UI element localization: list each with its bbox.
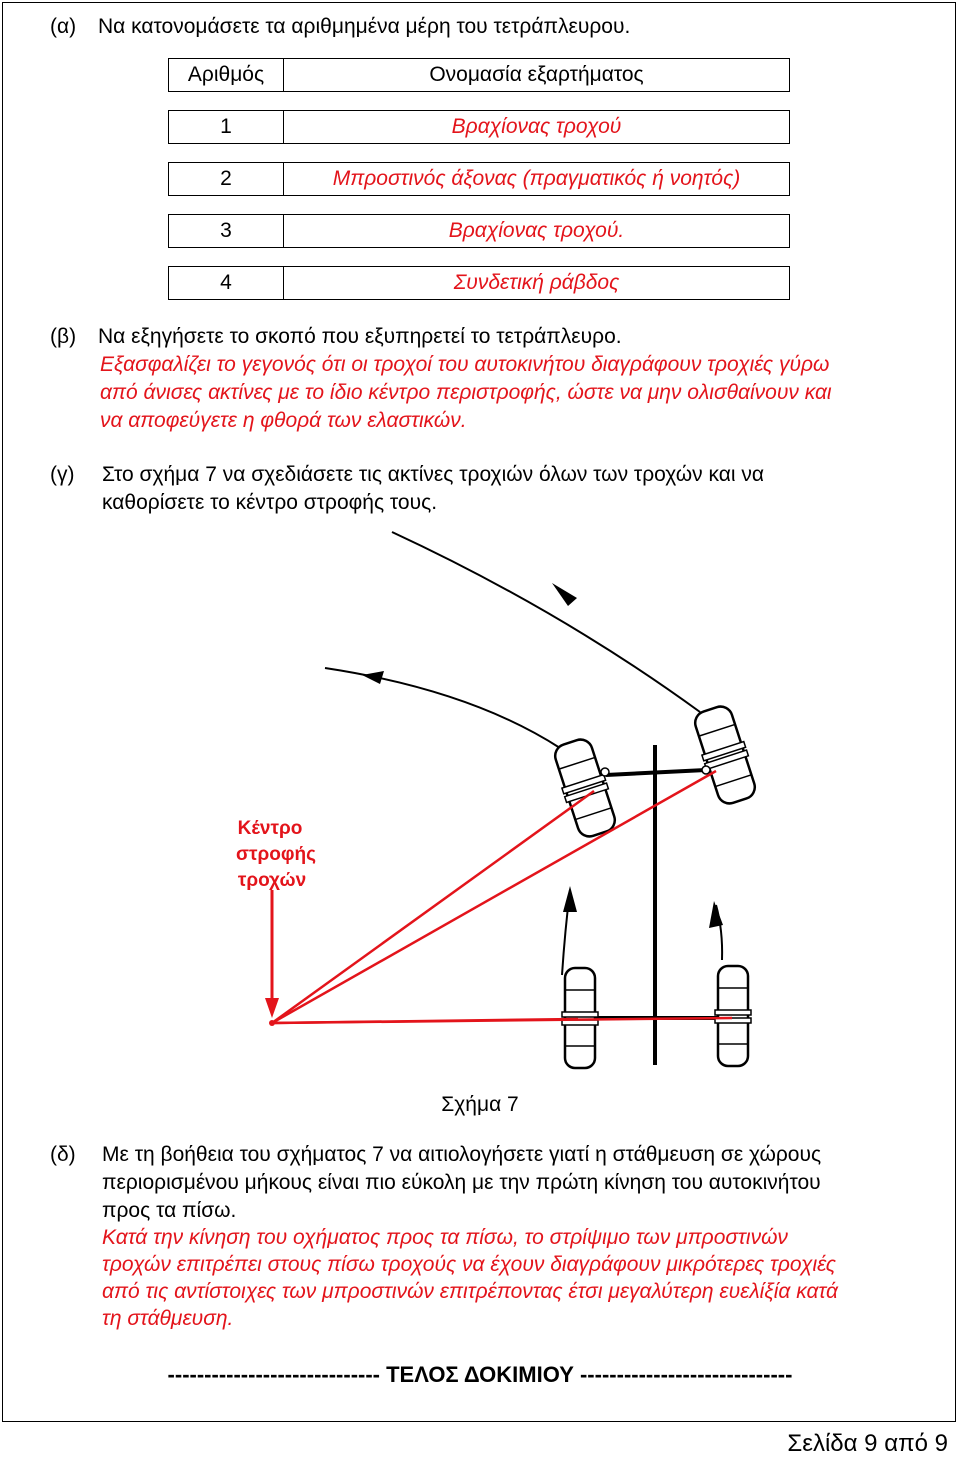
table-row: [168, 162, 790, 196]
radius-front-left: [272, 791, 594, 1023]
table-row: [168, 214, 790, 248]
part-b-answer-line: να αποφεύγετε η φθορά των ελαστικών.: [100, 409, 467, 432]
front-right-pivot: [702, 766, 710, 774]
rear-left-arrowhead: [563, 886, 577, 912]
outer-arc-arrowhead: [552, 583, 577, 606]
part-d-question-line: περιορισμένου μήκους είναι πιο εύκολη με την πρώτη κίνηση του αυτοκινήτου: [102, 1171, 821, 1194]
part-a-label: (α): [50, 15, 77, 38]
outer-trajectory-arc: [392, 532, 700, 712]
figure-caption: Σχήμα 7: [441, 1093, 519, 1116]
front-left-wheel: [549, 736, 621, 841]
table-cell-name: Μπροστινός άξονας (πραγματικός ή νοητός): [332, 167, 741, 190]
table-row: [168, 266, 790, 300]
part-b-answer-line: Εξασφαλίζει το γεγονός ότι οι τροχοί του αυτοκινήτου διαγράφουν τροχιές γύρω: [100, 353, 830, 376]
radius-front-right: [272, 771, 716, 1023]
table-header-row: [168, 58, 790, 92]
end-of-exam-marker: ----------------------------- ΤΕΛΟΣ ΔΟΚΙΜΙΟΥ -----------------------------: [167, 1362, 793, 1387]
annotation-line-2: στροφής: [236, 844, 316, 865]
inner-arc-arrowhead: [362, 671, 384, 684]
table-row: [168, 110, 790, 144]
part-d-answer-line: τροχών επιτρέπει στους πίσω τροχούς να έχουν διαγράφουν μικρότερες τροχιές: [102, 1253, 837, 1276]
part-b-question: Να εξηγήσετε το σκοπό που εξυπηρετεί το τετράπλευρο.: [98, 325, 622, 348]
table-cell-number: 3: [169, 215, 284, 247]
page-number: Σελίδα 9 από 9: [787, 1430, 948, 1457]
annotation-line-3: τροχών: [237, 870, 307, 891]
front-left-pivot: [601, 768, 609, 776]
annotation-arrowhead: [265, 998, 279, 1018]
table-cell-name: Συνδετική ράβδος: [453, 271, 620, 294]
part-d-answer-line: Κατά την κίνηση του οχήματος προς τα πίσω, το στρίψιμο των μπροστινών: [102, 1226, 788, 1249]
part-a-question: Να κατονομάσετε τα αριθμημένα μέρη του τετράπλευρου.: [98, 15, 631, 38]
part-b-answer-line: από άνισες ακτίνες με το ίδιο κέντρο περιστροφής, ώστε να μην ολισθαίνουν και: [100, 381, 832, 404]
inner-trajectory-arc: [325, 668, 560, 748]
table-cell-number: 1: [169, 111, 284, 143]
table-cell-name: Βραχίονας τροχού.: [448, 219, 625, 242]
part-d-label: (δ): [50, 1143, 76, 1166]
rear-right-wheel: [715, 966, 751, 1066]
part-b-label: (β): [50, 325, 77, 348]
part-d-question-line: προς τα πίσω.: [102, 1199, 237, 1222]
part-d-question-line: Με τη βοήθεια του σχήματος 7 να αιτιολογήσετε γιατί η στάθμευση σε χώρους: [102, 1143, 822, 1166]
turning-radii: [272, 771, 732, 1023]
part-d-answer-line: από τις αντίστοιχες των μπροστινών επιτρέποντας έτσι μεγαλύτερη ευελίξία κατά: [102, 1280, 838, 1303]
part-c-question-line: καθορίσετε το κέντρο στροφής τους.: [102, 491, 438, 514]
table-cell-name: Βραχίονας τροχού: [451, 115, 622, 138]
table-cell-number: 2: [169, 163, 284, 195]
front-right-wheel: [689, 703, 761, 808]
part-c-question-line: Στο σχήμα 7 να σχεδιάσετε τις ακτίνες τροχιών όλων των τροχών και να: [102, 463, 764, 486]
turning-center-point: [269, 1020, 275, 1026]
front-tie-rod: [606, 770, 706, 775]
table-header-number: Αριθμός: [169, 59, 284, 91]
part-d-answer-line: τη στάθμευση.: [102, 1307, 234, 1330]
annotation-line-1: Κέντρο: [237, 818, 303, 839]
table-cell-number: 4: [169, 267, 284, 299]
part-c-label: (γ): [50, 463, 75, 486]
figure-7-diagram: [0, 520, 960, 1080]
table-header-name: Ονομασία εξαρτήματος: [429, 63, 644, 86]
